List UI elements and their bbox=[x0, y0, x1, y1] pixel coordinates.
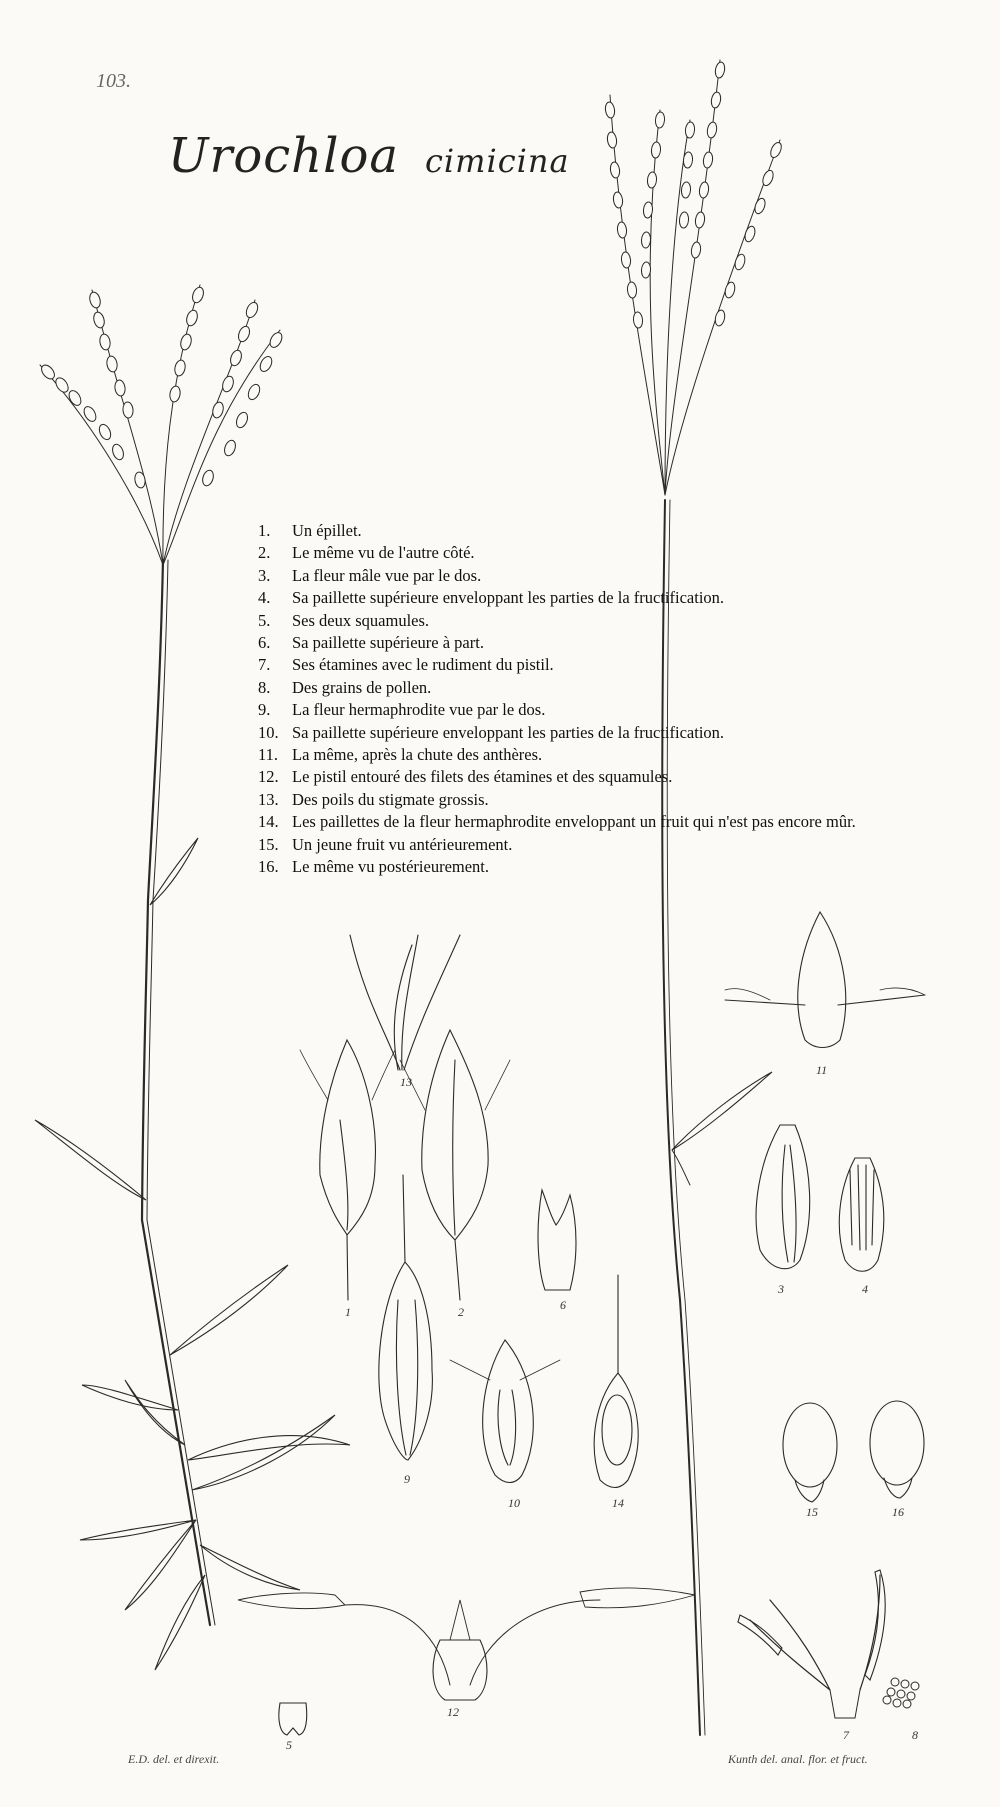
legend-number: 11. bbox=[258, 745, 279, 765]
dissection-figures bbox=[238, 912, 925, 1735]
legend-item bbox=[258, 722, 898, 744]
genus-name: Urochloa bbox=[168, 128, 399, 184]
legend-text: Le même vu de l'autre côté. bbox=[292, 543, 475, 563]
legend-item bbox=[258, 565, 898, 587]
legend-number: 5. bbox=[258, 610, 271, 630]
right-leaf bbox=[672, 1072, 772, 1150]
figure-legend bbox=[258, 520, 898, 879]
fig-label-8: 8 bbox=[912, 1728, 918, 1742]
fig-label-16: 16 bbox=[892, 1505, 904, 1519]
fig-label-4: 4 bbox=[862, 1282, 868, 1296]
fig-15-drawing bbox=[783, 1403, 837, 1502]
fig-label-7: 7 bbox=[843, 1728, 849, 1742]
fig-1-drawing bbox=[300, 1040, 395, 1300]
legend-text: Sa paillette supérieure enveloppant les parties de la fructification. bbox=[292, 722, 725, 742]
fig-8-drawing bbox=[883, 1678, 919, 1708]
legend-number: 8. bbox=[258, 677, 271, 697]
legend-number: 16. bbox=[258, 857, 279, 877]
legend-item bbox=[258, 632, 898, 654]
legend-item bbox=[258, 587, 898, 609]
fig-label-5: 5 bbox=[286, 1738, 292, 1752]
plate-number: 103. bbox=[96, 70, 131, 92]
legend-number: 13. bbox=[258, 789, 279, 809]
legend-item bbox=[258, 610, 898, 632]
fig-label-9: 9 bbox=[404, 1472, 410, 1486]
legend-text: Le même vu postérieurement. bbox=[292, 857, 490, 877]
fig-label-3: 3 bbox=[778, 1282, 784, 1296]
fig-label-14: 14 bbox=[612, 1496, 624, 1510]
legend-number: 9. bbox=[258, 700, 271, 720]
legend-text: Les paillettes de la fleur hermaphrodite enveloppant un fruit qui n'est pas encore mûr. bbox=[292, 812, 856, 832]
legend-text: Ses deux squamules. bbox=[292, 610, 430, 630]
legend-text: La même, après la chute des anthères. bbox=[292, 745, 543, 765]
fig-13-drawing bbox=[350, 935, 460, 1070]
species-name: cimicina bbox=[424, 142, 570, 180]
legend-number: 3. bbox=[258, 565, 271, 585]
legend-number: 2. bbox=[258, 543, 271, 563]
legend-text: Des poils du stigmate grossis. bbox=[292, 789, 489, 809]
legend-item bbox=[258, 811, 898, 833]
legend-text: Sa paillette supérieure à part. bbox=[292, 633, 484, 653]
legend-text: Ses étamines avec le rudiment du pistil. bbox=[292, 655, 554, 675]
legend-item bbox=[258, 744, 898, 766]
right-panicle bbox=[610, 60, 780, 495]
right-plant bbox=[604, 60, 783, 1735]
legend-text: La fleur mâle vue par le dos. bbox=[292, 565, 482, 585]
legend-number: 14. bbox=[258, 812, 279, 832]
legend-text: Un épillet. bbox=[292, 521, 362, 540]
credit-right: Kunth del. anal. flor. et fruct. bbox=[728, 1752, 868, 1766]
legend-number: 4. bbox=[258, 588, 271, 608]
legend-text: La fleur hermaphrodite vue par le dos. bbox=[292, 700, 546, 720]
legend-item bbox=[258, 542, 898, 564]
legend-item bbox=[258, 677, 898, 699]
fig-label-1: 1 bbox=[345, 1305, 351, 1319]
fig-label-13: 13 bbox=[400, 1075, 412, 1089]
fig-7-drawing bbox=[738, 1570, 885, 1718]
legend-item bbox=[258, 789, 898, 811]
legend-text: Le pistil entouré des filets des étamines et des squamules. bbox=[292, 767, 673, 787]
fig-5-drawing bbox=[279, 1703, 307, 1735]
legend-number: 12. bbox=[258, 767, 279, 787]
fig-label-11: 11 bbox=[816, 1063, 828, 1077]
fig-12-drawing bbox=[238, 1588, 695, 1700]
fig-6-drawing bbox=[538, 1190, 576, 1290]
right-spikelets bbox=[604, 61, 783, 328]
legend-number: 1. bbox=[258, 521, 271, 540]
fig-label-15: 15 bbox=[806, 1505, 818, 1519]
fig-9-drawing bbox=[379, 1175, 433, 1460]
legend-item bbox=[258, 856, 898, 878]
legend-text: Des grains de pollen. bbox=[292, 677, 432, 697]
legend-item bbox=[258, 520, 898, 542]
legend-number: 10. bbox=[258, 722, 279, 742]
fig-14-drawing bbox=[594, 1275, 638, 1488]
legend-item bbox=[258, 654, 898, 676]
fig-4-drawing bbox=[839, 1158, 884, 1271]
legend-number: 6. bbox=[258, 633, 271, 653]
fig-label-2: 2 bbox=[458, 1305, 464, 1319]
fig-2-drawing bbox=[400, 1030, 510, 1300]
fig-label-10: 10 bbox=[508, 1496, 520, 1510]
fig-11-drawing bbox=[725, 912, 925, 1048]
left-stem bbox=[142, 560, 210, 1625]
left-spikelets bbox=[39, 286, 284, 489]
legend-item bbox=[258, 834, 898, 856]
legend-number: 15. bbox=[258, 834, 279, 854]
left-plant bbox=[35, 285, 350, 1670]
credit-left: E.D. del. et direxit. bbox=[128, 1752, 220, 1766]
legend-number: 7. bbox=[258, 655, 271, 675]
fig-10-drawing bbox=[450, 1340, 560, 1483]
fig-label-12: 12 bbox=[447, 1705, 459, 1719]
fig-label-6: 6 bbox=[560, 1298, 566, 1312]
left-leaves bbox=[35, 838, 350, 1670]
legend-text: Un jeune fruit vu antérieurement. bbox=[292, 834, 513, 854]
legend-text: Sa paillette supérieure enveloppant les parties de la fructification. bbox=[292, 588, 725, 608]
legend-item bbox=[258, 699, 898, 721]
legend-item bbox=[258, 766, 898, 788]
fig-3-drawing bbox=[756, 1125, 810, 1269]
fig-16-drawing bbox=[870, 1401, 924, 1498]
